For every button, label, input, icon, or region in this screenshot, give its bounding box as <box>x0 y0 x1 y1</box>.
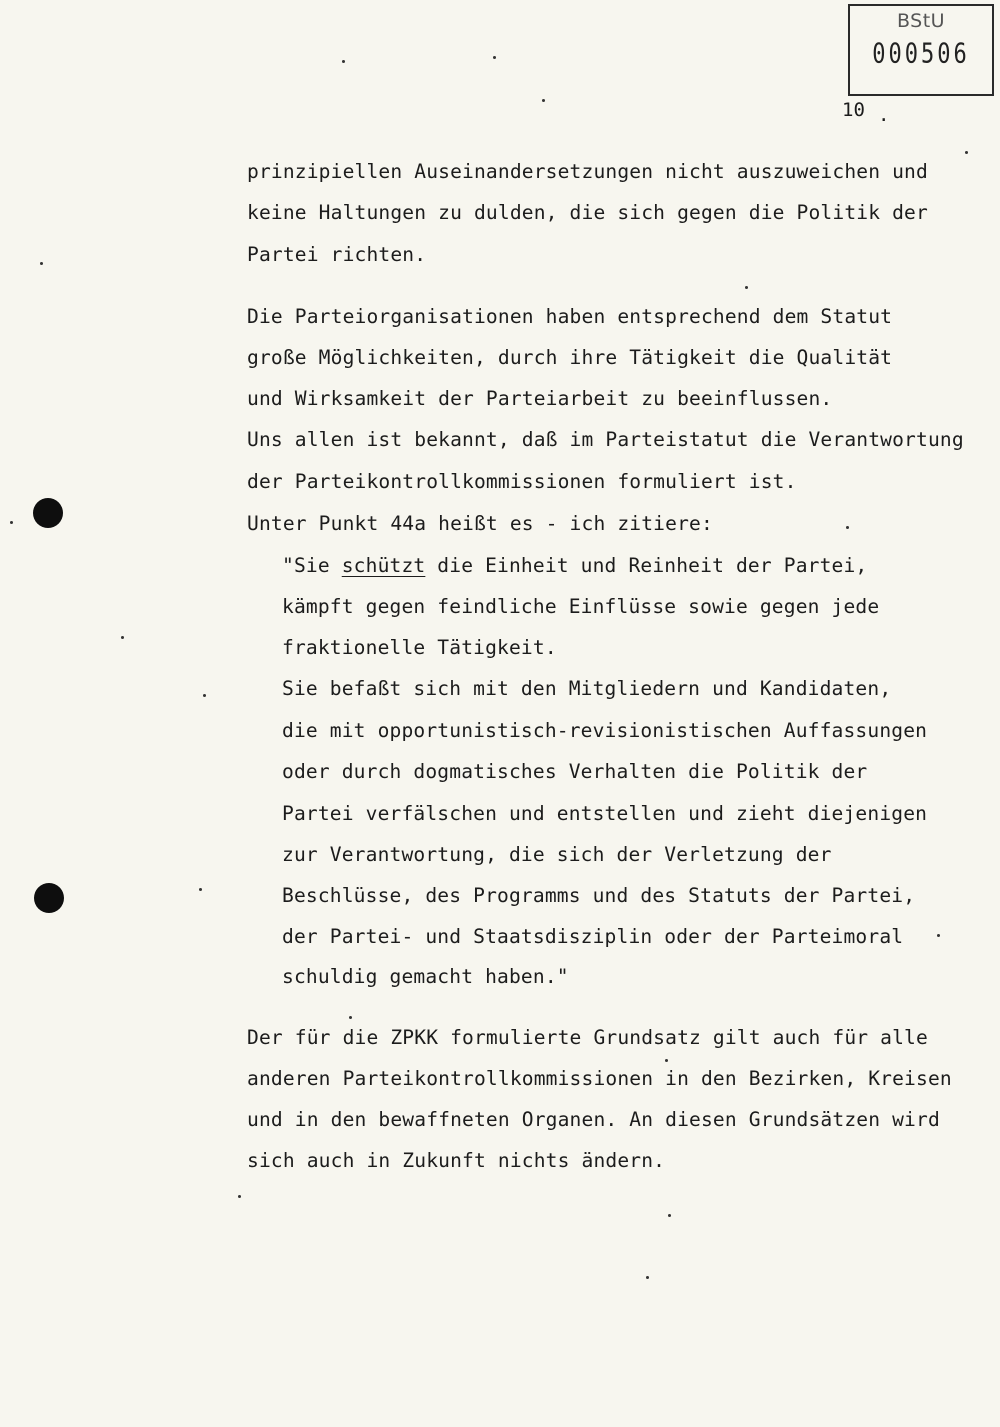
paragraph-1-line-2: keine Haltungen zu dulden, die sich gegen die Politik der <box>247 201 928 224</box>
paragraph-3-line-3: und in den bewaffneten Organen. An diesen Grundsätzen wird <box>247 1108 940 1131</box>
paragraph-2-line-3: und Wirksamkeit der Parteiarbeit zu beeinflussen. <box>247 387 833 410</box>
punch-hole-upper <box>33 498 63 528</box>
page-number: 10 <box>842 99 865 121</box>
quote-line-9: Beschlüsse, des Programms und des Statuts der Partei, <box>282 884 916 907</box>
paragraph-2-line-1: Die Parteiorganisationen haben entsprechend dem Statut <box>247 305 893 328</box>
scan-speck <box>40 262 43 265</box>
scan-speck <box>965 151 968 154</box>
quote-line-3: fraktionelle Tätigkeit. <box>282 636 557 659</box>
scan-speck <box>646 1276 649 1279</box>
page-number-mark: . <box>878 104 890 126</box>
paragraph-1-line-1: prinzipiellen Auseinandersetzungen nicht auszuweichen und <box>247 160 928 183</box>
paragraph-3-line-4: sich auch in Zukunft nichts ändern. <box>247 1149 666 1172</box>
scan-speck <box>349 1016 352 1019</box>
quote-line-7: Partei verfälschen und entstellen und zieht diejenigen <box>282 802 928 825</box>
paragraph-3-line-1: Der für die ZPKK formulierte Grundsatz gilt auch für alle <box>247 1026 928 1049</box>
quote-line-8: zur Verantwortung, die sich der Verletzung der <box>282 843 832 866</box>
paragraph-2-line-2: große Möglichkeiten, durch ihre Tätigkeit die Qualität <box>247 346 893 369</box>
scan-speck <box>745 286 748 289</box>
scan-speck <box>665 1059 668 1062</box>
quote-line-4: Sie befaßt sich mit den Mitgliedern und Kandidaten, <box>282 677 892 700</box>
scan-speck <box>203 694 206 697</box>
quote-line-11: schuldig gemacht haben." <box>282 965 569 988</box>
quote-emphasis: schützt <box>341 554 426 577</box>
quote-line-1 <box>282 556 867 576</box>
scan-speck <box>937 934 940 937</box>
quote-line-2: kämpft gegen feindliche Einflüsse sowie gegen jede <box>282 595 880 618</box>
scan-speck <box>121 636 124 639</box>
paragraph-2-line-6: Unter Punkt 44a heißt es - ich zitiere: <box>247 512 713 535</box>
quote-line-1-prefix: "Sie <box>282 554 342 577</box>
quote-line-5: die mit opportunistisch-revisionistischen Auffassungen <box>282 719 928 742</box>
quote-line-6: oder durch dogmatisches Verhalten die Politik der <box>282 760 868 783</box>
archive-stamp <box>848 4 994 96</box>
stamp-document-number: 000506 <box>872 38 970 71</box>
scan-speck <box>342 60 345 63</box>
scan-speck <box>542 99 545 102</box>
scan-speck <box>493 56 496 59</box>
quote-line-10: der Partei- und Staatsdisziplin oder der Parteimoral <box>282 925 904 948</box>
scan-speck <box>668 1214 671 1217</box>
paragraph-1-line-3: Partei richten. <box>247 243 427 266</box>
scan-speck <box>238 1195 241 1198</box>
stamp-archive-label: BStU <box>896 10 946 32</box>
quote-line-1-suffix: die Einheit und Reinheit der Partei, <box>425 554 868 577</box>
scan-speck <box>846 526 849 529</box>
scan-speck <box>199 888 202 891</box>
paragraph-2-line-4: Uns allen ist bekannt, daß im Parteistatut die Verantwortung <box>247 428 964 451</box>
paragraph-2-line-5: der Parteikontrollkommissionen formuliert ist. <box>247 470 797 493</box>
scan-speck <box>10 521 13 524</box>
paragraph-3-line-2: anderen Parteikontrollkommissionen in den Bezirken, Kreisen <box>247 1067 952 1090</box>
punch-hole-lower <box>34 883 64 913</box>
